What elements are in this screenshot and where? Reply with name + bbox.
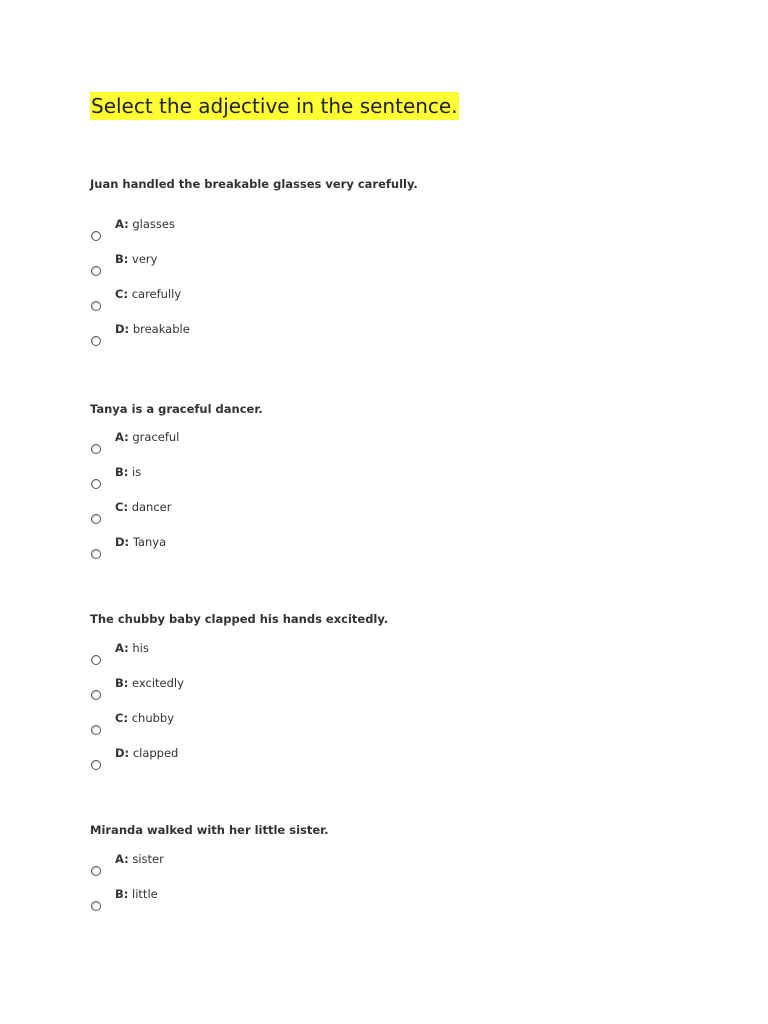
option-letter: A: bbox=[115, 852, 129, 866]
option-b[interactable] bbox=[90, 886, 390, 921]
radio-button[interactable] bbox=[91, 760, 101, 770]
option-letter: A: bbox=[115, 217, 129, 231]
radio-button[interactable] bbox=[91, 444, 101, 454]
radio-button[interactable] bbox=[91, 231, 101, 241]
option-label bbox=[115, 251, 157, 267]
question-text: The chubby baby clapped his hands excitedly. bbox=[90, 612, 389, 626]
question-text: Miranda walked with her little sister. bbox=[90, 823, 329, 837]
option-b[interactable] bbox=[90, 675, 390, 710]
radio-button[interactable] bbox=[91, 479, 101, 489]
option-c[interactable] bbox=[90, 286, 390, 321]
option-letter: B: bbox=[115, 465, 129, 479]
option-text: chubby bbox=[131, 711, 175, 725]
option-letter: A: bbox=[115, 430, 129, 444]
radio-button[interactable] bbox=[91, 725, 101, 735]
radio-button[interactable] bbox=[91, 336, 101, 346]
radio-button[interactable] bbox=[91, 901, 101, 911]
question-text: Tanya is a graceful dancer. bbox=[90, 402, 263, 416]
option-letter: C: bbox=[115, 500, 129, 514]
option-d[interactable] bbox=[90, 534, 390, 569]
option-text: clapped bbox=[132, 746, 179, 760]
option-label bbox=[115, 886, 158, 902]
radio-button[interactable] bbox=[91, 266, 101, 276]
question-text: Juan handled the breakable glasses very carefully. bbox=[90, 177, 418, 191]
option-text: carefully bbox=[131, 287, 182, 301]
radio-button[interactable] bbox=[91, 514, 101, 524]
option-label bbox=[115, 429, 179, 445]
option-label bbox=[115, 286, 181, 302]
option-c[interactable] bbox=[90, 710, 390, 745]
option-label bbox=[115, 851, 164, 867]
radio-button[interactable] bbox=[91, 301, 101, 311]
option-text: glasses bbox=[132, 217, 175, 231]
option-label bbox=[115, 216, 175, 232]
option-label bbox=[115, 534, 166, 550]
radio-button[interactable] bbox=[91, 866, 101, 876]
option-d[interactable] bbox=[90, 321, 390, 356]
option-text: Tanya bbox=[132, 535, 167, 549]
option-letter: D: bbox=[115, 746, 130, 760]
option-a[interactable] bbox=[90, 429, 390, 464]
option-a[interactable] bbox=[90, 216, 390, 251]
option-label bbox=[115, 640, 149, 656]
option-text: his bbox=[132, 641, 149, 655]
option-text: is bbox=[132, 465, 142, 479]
option-d[interactable] bbox=[90, 745, 390, 780]
option-letter: C: bbox=[115, 711, 129, 725]
option-b[interactable] bbox=[90, 251, 390, 286]
option-letter: D: bbox=[115, 535, 130, 549]
option-letter: C: bbox=[115, 287, 129, 301]
option-text: very bbox=[132, 252, 158, 266]
option-letter: D: bbox=[115, 322, 130, 336]
option-text: excitedly bbox=[132, 676, 184, 690]
option-label bbox=[115, 321, 190, 337]
option-label bbox=[115, 499, 171, 515]
option-label bbox=[115, 675, 184, 691]
option-text: breakable bbox=[132, 322, 190, 336]
option-text: little bbox=[132, 887, 158, 901]
radio-button[interactable] bbox=[91, 655, 101, 665]
option-letter: B: bbox=[115, 252, 129, 266]
option-label bbox=[115, 464, 141, 480]
option-a[interactable] bbox=[90, 851, 390, 886]
option-text: dancer bbox=[131, 500, 172, 514]
option-label bbox=[115, 710, 174, 726]
option-c[interactable] bbox=[90, 499, 390, 534]
option-text: sister bbox=[132, 852, 164, 866]
option-label bbox=[115, 745, 178, 761]
option-text: graceful bbox=[132, 430, 180, 444]
page-title: Select the adjective in the sentence. bbox=[91, 94, 458, 118]
option-letter: B: bbox=[115, 676, 129, 690]
option-letter: B: bbox=[115, 887, 129, 901]
radio-button[interactable] bbox=[91, 549, 101, 559]
option-a[interactable] bbox=[90, 640, 390, 675]
option-letter: A: bbox=[115, 641, 129, 655]
radio-button[interactable] bbox=[91, 690, 101, 700]
option-b[interactable] bbox=[90, 464, 390, 499]
